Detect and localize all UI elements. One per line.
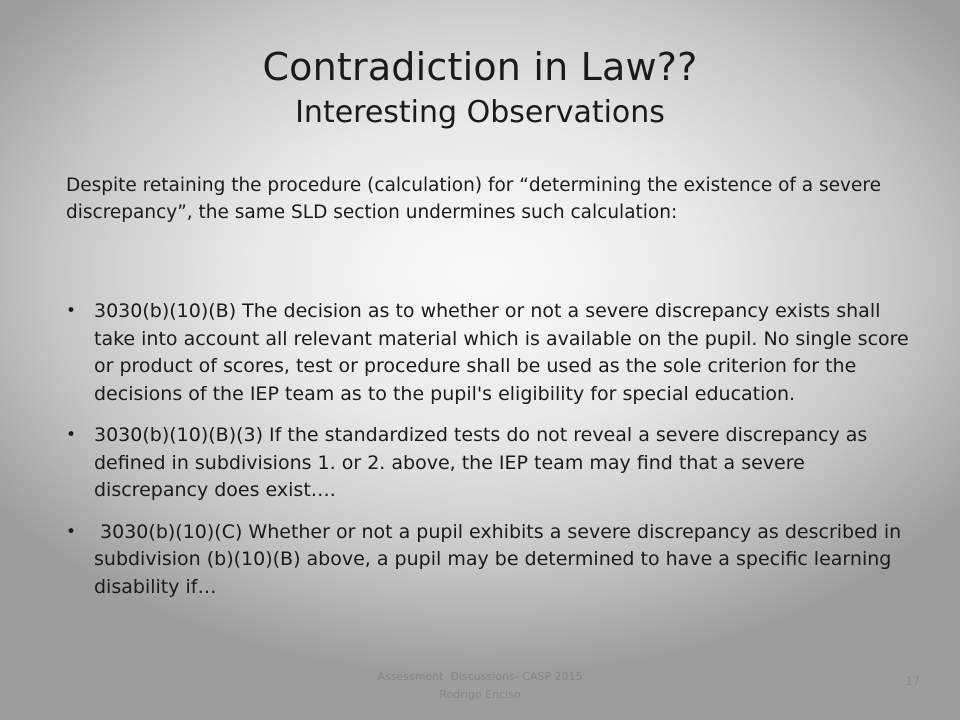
footer-line-2: Rodrigo Enciso [439,688,521,701]
slide-title-block [0,42,960,134]
bullet-dot-icon: • [66,301,77,321]
slide-subtitle: Interesting Observations [295,95,665,130]
slide-page-number: 17 [905,674,920,688]
bullet-text: 3030(b)(10)(C) Whether or not a pupil exhibits a severe discrepancy as described in subdivision (b)(10)(B) above, a pupil may be determined to have a specific learning disability if… [94,520,908,598]
bullet-text: 3030(b)(10)(B)(3) If the standardized tests do not reveal a severe discrepancy as defined in subdivisions 1. or 2. above, the IEP team may find that a severe discrepancy does exist…. [94,424,868,501]
bullet-dot-icon: • [66,521,77,542]
slide-footer [330,668,630,704]
bullet-text: 3030(b)(10)(B) The decision as to whether or not a severe discrepancy exists shall take into account all relevant material which is available on the pupil. No single score or product of scores, test or procedure shall be used as the sole criterion for the decisions of the IEP team as to the pupil's eligibility for special education. [94,300,909,405]
intro-paragraph: Despite retaining the procedure (calculation) for “determining the existence of a severe discrepancy”, the same SLD section undermines such calculation: [66,175,881,223]
bullet-item [66,422,916,505]
bullet-list [66,298,916,615]
slide-title: Contradiction in Law?? [262,45,698,89]
bullet-dot-icon: • [66,425,77,445]
footer-line-1: Assessment Discussions- CASP 2015 [377,670,583,683]
bullet-item [66,298,916,408]
bullet-item [66,519,916,602]
